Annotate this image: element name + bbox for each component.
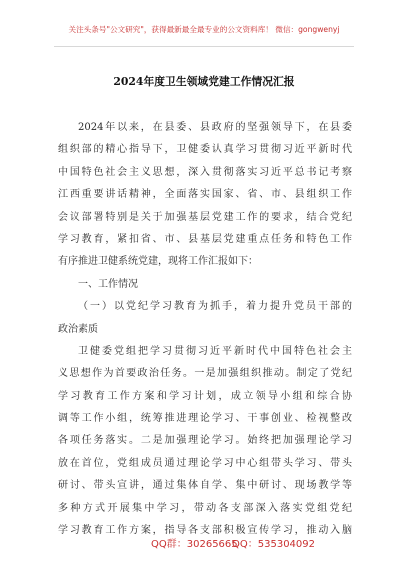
paragraph-line: 江西重要讲话精神，全面落实国家、省、市、县组织工作 (58, 189, 352, 201)
paragraph-line: 2024年以来，在县委、县政府的坚强领导下，在县委 (78, 122, 352, 133)
paragraph-line: 研讨、带头宣讲，通过集体自学、集中研讨、现场教学等 (58, 480, 352, 492)
paragraph-line: 学习教育，紧扣省、市、县基层党建重点任务和特色工作 (58, 233, 352, 245)
qq-contact-text: QQ：535304092 (232, 539, 316, 550)
paragraph-line: 学习教育工作方案和学习计划，成立领导小组和综合协 (58, 390, 352, 402)
paragraph-line: 学习教育工作方案，指导各支部积极宣传学习，推动入脑 (58, 525, 352, 537)
paragraph-line: 卫健委党组把学习贯彻习近平新时代中国特色社会主 (78, 345, 352, 357)
paragraph-line: 有序推进卫健系统党建，现将工作汇报如下： (58, 256, 258, 268)
header-divider (54, 46, 354, 47)
paragraph-line: 会议部署特别是关于加强基层党建工作的要求，结合党纪 (58, 211, 352, 223)
paragraph-line: 多种方式开展集中学习，带动各支部深入落实党组党纪 (58, 502, 352, 514)
subsection-heading: （一）以党纪学习教育为抓手，着力提升党员干部的 (78, 301, 352, 313)
section-heading: 一、工作情况 (78, 278, 138, 290)
paragraph-line: 各项任务落实。二是加强理论学习。始终把加强理论学习 (58, 435, 352, 447)
paragraph-line: 放在首位，党组成员通过理论学习中心组带头学习、带头 (58, 457, 352, 469)
paragraph-line: 中国特色社会主义思想，深入贯彻落实习近平总书记考察 (58, 166, 352, 178)
paragraph-line: 调等工作小组，统筹推进理论学习、干事创业、检视整改 (58, 413, 352, 425)
document-title: 2024年度卫生领域党建工作情况汇报 (113, 75, 295, 88)
document-body (58, 117, 352, 542)
qq-group-text: QQ群：30265665 (151, 539, 238, 550)
paragraph-line: 组织部的精心指导下，卫健委认真学习贯彻习近平新时代 (58, 144, 352, 156)
subsection-heading-cont: 政治素质 (58, 323, 98, 335)
paragraph-line: 义思想作为首要政治任务。一是加强组织推动。制定了党纪 (58, 368, 352, 380)
promo-header: 关注头条号"公文研究"，获得最新最全最专业的公文资料库！ 微信：gongwenyj (68, 25, 340, 34)
